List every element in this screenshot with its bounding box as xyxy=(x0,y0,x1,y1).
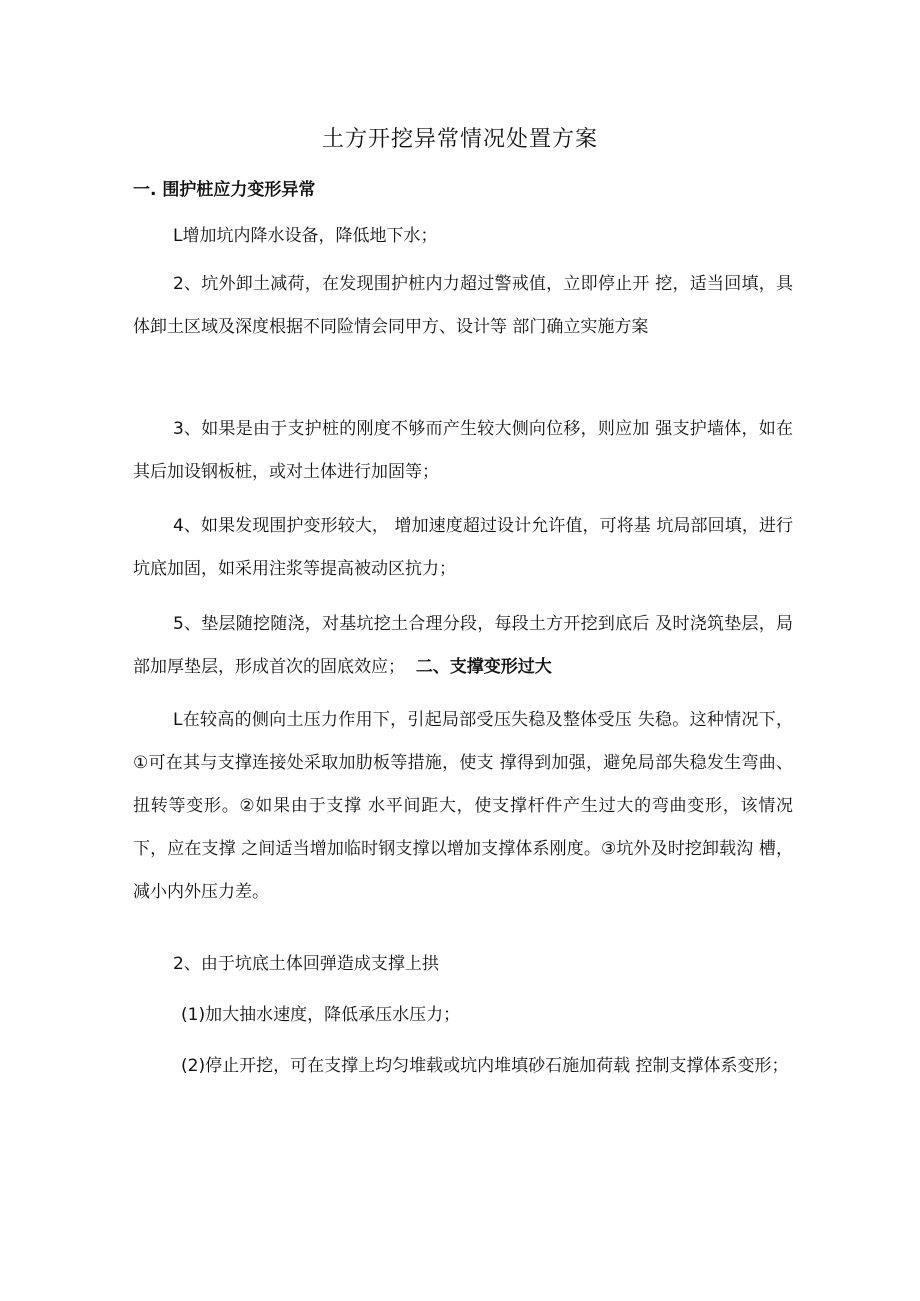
section-2-item-4: (2)停止开挖，可在支撑上均匀堆载或坑内堆填砂石施加荷载 控制支撑体系变形； xyxy=(181,1056,789,1076)
document-title: 土方开挖异常情况处置方案 xyxy=(321,127,598,152)
section-2-item-1: L在较高的侧向土压力作用下，引起局部受压失稳及整体受压 失稳。这种情况下，①可在其与支撑连接处采取加肋板等措施，使支 撑得到加强，避免局部失稳发生弯曲、扭转等变形。②如果由于支撑 水平间距大，使支撑杆件产生过大的弯曲变形，该情况下，应在支撑 之间适当增加临时钢支撑以增加支撑体系刚度。③坑外及时挖卸载沟 槽，减小内外压力差。 xyxy=(133,710,793,902)
section-1-item-1: L增加坑内降水设备，降低地下水； xyxy=(173,226,438,246)
section-2-item-2: 2、由于坑底土体回弹造成支撑上拱 xyxy=(173,954,439,974)
section-2-item-3: (1)加大抽水速度，降低承压水压力； xyxy=(181,1005,461,1025)
section-1-item-3: 3、如果是由于支护桩的刚度不够而产生较大侧向位移，则应加 强支护墙体，如在其后加设钢板桩，或对土体进行加固等； xyxy=(133,419,793,482)
section-1-item-4: 4、如果发现围护变形较大， 增加速度超过设计允许值，可将基 坑局部回填，进行坑底加固，如采用注浆等提高被动区抗力； xyxy=(133,516,793,579)
section-1-item-5: 5、垫层随挖随浇，对基坑挖土合理分段，每段土方开挖到底后 及时浇筑垫层，局部加厚垫层，形成首次的固底效应； xyxy=(133,614,793,677)
section-1-item-2: 2、坑外卸土减荷，在发现围护桩内力超过警戒值，立即停止开 挖，适当回填，具体卸土区域及深度根据不同险情会同甲方、设计等 部门确立实施方案 xyxy=(133,274,793,337)
section-1-item-5-with-section-2-heading xyxy=(133,603,793,689)
section-2-heading: 二、支撑变形过大 xyxy=(415,657,552,677)
section-1-heading: 一. 围护桩应力变形异常 xyxy=(133,180,316,200)
